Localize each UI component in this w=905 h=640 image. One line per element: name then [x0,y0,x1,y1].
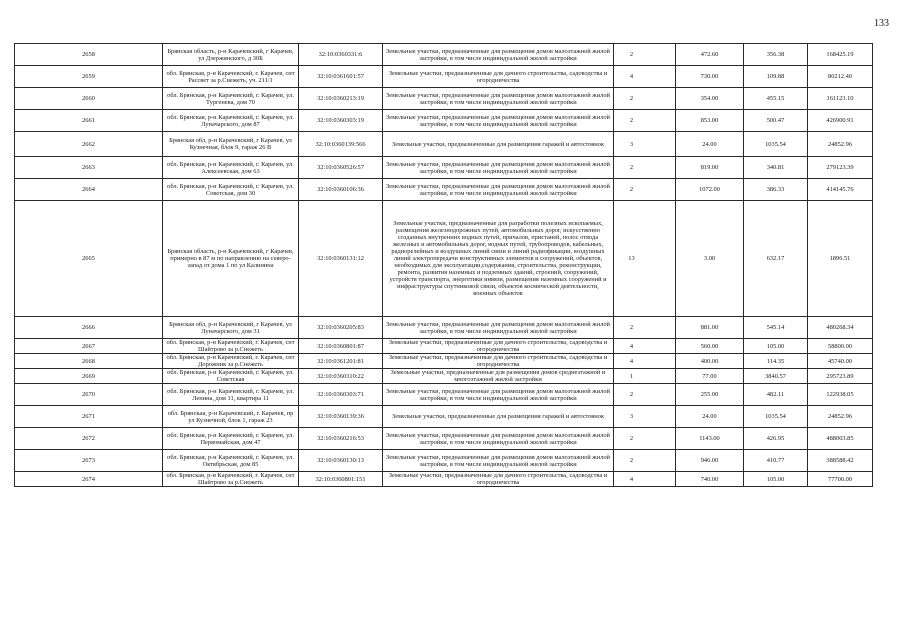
row-cadastral-value: 388588.42 [808,450,873,472]
row-area: 24.00 [676,406,744,428]
row-land-use: Земельные участки, предназначенные для размещения домов малоэтажной жилой застройки, в том числе индивидуальной жилой застройки [383,428,614,450]
row-area: 819.00 [676,157,744,179]
row-cadastral-number: 32:10:0361601:57 [299,66,383,88]
row-number: 2667 [15,339,163,354]
row-cadastral-number: 32:10:0360139:36 [299,406,383,428]
table-row [15,354,873,369]
row-specific-value: 356.38 [744,44,808,66]
row-cadastral-number: 32:10:0360130:13 [299,450,383,472]
row-land-use: Земельные участки, предназначенные для размещения домов малоэтажной жилой застройки, в том числе индивидуальной жилой застройки [383,384,614,406]
row-specific-value: 1035.54 [744,406,808,428]
row-category: 2 [614,44,676,66]
row-area: 881.00 [676,317,744,339]
row-address: Брянская область, р-н Карачевский, г Карачев, примерно в 87 м по направлению на северо-запад от дома 1 по ул Калинина [163,201,299,317]
row-specific-value: 1035.54 [744,132,808,157]
row-cadastral-value: 24852.96 [808,132,873,157]
row-address: обл. Брянская, р-н Карачевский, г. Карачев, ул. Тургенева, дом 70 [163,88,299,110]
row-number: 2659 [15,66,163,88]
row-area: 77.00 [676,369,744,384]
row-number: 2674 [15,472,163,487]
row-category: 1 [614,369,676,384]
table-row [15,66,873,88]
row-cadastral-value: 80212.40 [808,66,873,88]
row-cadastral-value: 1896.51 [808,201,873,317]
row-number: 2658 [15,44,163,66]
table-row [15,450,873,472]
row-category: 4 [614,354,676,369]
row-number: 2666 [15,317,163,339]
table-row [15,406,873,428]
row-land-use: Земельные участки, предназначенные для дачного строительства, садоводства и огородничества [383,472,614,487]
row-area: 400.00 [676,354,744,369]
table-row [15,157,873,179]
row-category: 2 [614,157,676,179]
row-cadastral-value: 414145.76 [808,179,873,201]
row-cadastral-number: 32:10:0360303:71 [299,384,383,406]
table-row [15,472,873,487]
row-number: 2669 [15,369,163,384]
row-address: обл. Брянская, р-н Карачевский, г. Карачев, ул. Советская, дом 30 [163,179,299,201]
row-cadastral-number: 32:10:0360216:53 [299,428,383,450]
row-area: 1072.00 [676,179,744,201]
table-row [15,88,873,110]
row-cadastral-number: 32:10:0360303:19 [299,110,383,132]
table-row [15,110,873,132]
row-land-use: Земельные участки, предназначенные для размещения гаражей и автостоянок [383,406,614,428]
row-specific-value: 426.95 [744,428,808,450]
row-cadastral-number: 32:10:0360801:151 [299,472,383,487]
row-specific-value: 105.00 [744,472,808,487]
row-address: обл. Брянская, р-н Карачевский, г. Карачев, ул. Октябрьская, дом 85 [163,450,299,472]
row-number: 2661 [15,110,163,132]
row-land-use: Земельные участки, предназначенные для размещения домов малоэтажной жилой застройки, в том числе индивидуальной жилой застройки [383,44,614,66]
row-number: 2664 [15,179,163,201]
row-cadastral-number: 32:10:0360106:36 [299,179,383,201]
row-cadastral-number: 32:10:0361201:81 [299,354,383,369]
row-address: Брянская обл, р-н Карачевский, г Карачев, ул Луначарского, дом 31 [163,317,299,339]
row-cadastral-value: 168425.19 [808,44,873,66]
row-area: 740.00 [676,472,744,487]
row-address: обл. Брянская, р-н Карачевский, г. Карачев, снт Шайтрово за р.Снежеть [163,472,299,487]
row-area: 730.00 [676,66,744,88]
row-specific-value: 410.77 [744,450,808,472]
row-number: 2660 [15,88,163,110]
table-row [15,317,873,339]
row-address: обл. Брянская, р-н Карачевский, г. Карачев, снт Дорожник за р.Снежеть [163,354,299,369]
row-address: обл. Брянская, р-н Карачевский, г. Карачев, ул. Первомайская, дом 47 [163,428,299,450]
row-land-use: Земельные участки, предназначенные для размещения домов среднеэтажной и многоэтажной жилой застройки [383,369,614,384]
row-area: 472.60 [676,44,744,66]
row-specific-value: 340.81 [744,157,808,179]
row-cadastral-value: 279123.39 [808,157,873,179]
row-cadastral-number: 32:10:0360526:57 [299,157,383,179]
row-land-use: Земельные участки, предназначенные для размещения домов малоэтажной жилой застройки, в том числе индивидуальной жилой застройки [383,88,614,110]
row-cadastral-number: 32:10:0360139:566 [299,132,383,157]
row-cadastral-number: 32:10:0360310:22 [299,369,383,384]
row-area: 354.00 [676,88,744,110]
table-row [15,428,873,450]
row-cadastral-value: 295723.89 [808,369,873,384]
row-number: 2672 [15,428,163,450]
row-cadastral-number: 32:10:0360331:6 [299,44,383,66]
row-category: 4 [614,472,676,487]
row-category: 2 [614,88,676,110]
table-row [15,44,873,66]
row-cadastral-number: 32:10:0360801:87 [299,339,383,354]
row-address: обл. Брянская, р-н Карачевский, г. Карачев, пр ул Кузнечной, блок 1, гараж 23 [163,406,299,428]
page-number: 133 [874,18,889,29]
row-area: 24.00 [676,132,744,157]
row-area: 853.00 [676,110,744,132]
row-land-use: Земельные участки, предназначенные для размещения домов малоэтажной жилой застройки, в том числе индивидуальной жилой застройки [383,110,614,132]
row-category: 2 [614,110,676,132]
table-row [15,132,873,157]
row-land-use: Земельные участки, предназначенные для размещения домов малоэтажной жилой застройки, в том числе индивидуальной жилой застройки [383,317,614,339]
row-cadastral-value: 24852.96 [808,406,873,428]
row-area: 255.00 [676,384,744,406]
row-address: Брянская область, р-н Карачевский, г Карачев, ул Дзержинского, д 30Б [163,44,299,66]
row-category: 2 [614,317,676,339]
row-specific-value: 500.47 [744,110,808,132]
row-specific-value: 3840.57 [744,369,808,384]
row-land-use: Земельные участки, предназначенные для размещения гаражей и автостоянок [383,132,614,157]
row-specific-value: 114.35 [744,354,808,369]
row-land-use: Земельные участки, предназначенные для дачного строительства, садоводства и огородничества [383,354,614,369]
row-number: 2671 [15,406,163,428]
row-number: 2673 [15,450,163,472]
row-specific-value: 386.33 [744,179,808,201]
row-specific-value: 109.88 [744,66,808,88]
row-specific-value: 482.11 [744,384,808,406]
row-cadastral-value: 426900.91 [808,110,873,132]
row-cadastral-value: 161123.10 [808,88,873,110]
row-land-use: Земельные участки, предназначенные для размещения домов малоэтажной жилой застройки, в том числе индивидуальной жилой застройки [383,157,614,179]
row-land-use: Земельные участки, предназначенные для дачного строительства, садоводства и огородничества [383,66,614,88]
row-number: 2668 [15,354,163,369]
row-category: 13 [614,201,676,317]
row-category: 2 [614,179,676,201]
row-area: 560.00 [676,339,744,354]
table-row [15,369,873,384]
row-specific-value: 105.00 [744,339,808,354]
row-land-use: Земельные участки, предназначенные для размещения домов малоэтажной жилой застройки, в том числе индивидуальной жилой застройки [383,450,614,472]
row-cadastral-value: 122938.05 [808,384,873,406]
row-address: обл. Брянская, р-н Карачевский, г. Карачев, ул. Луначарского, дом 87 [163,110,299,132]
row-cadastral-value: 480268.34 [808,317,873,339]
row-specific-value: 455.15 [744,88,808,110]
row-land-use: Земельные участки, предназначенные для размещения домов малоэтажной жилой застройки, в том числе индивидуальной жилой застройки [383,179,614,201]
row-area: 946.00 [676,450,744,472]
row-cadastral-value: 488003.85 [808,428,873,450]
row-number: 2665 [15,201,163,317]
row-address: обл. Брянская, р-н Карачевский, г. Карачев, снт Рассвет за р.Снежеть, уч. 211/1 [163,66,299,88]
row-address: Брянская обл, р-н Карачевский, г Карачев, ул Кузнечная, блок 9, гараж 26 В [163,132,299,157]
row-number: 2662 [15,132,163,157]
row-category: 3 [614,132,676,157]
row-land-use: Земельные участки, предназначенные для разработки полезных ископаемых, размещения железнодорожных путей, автомобильных дорог, искусственно созданных внутренних водных путей, причалов, пристаней, полос отвода железных и автомобильных дорог, водных путей, трубопроводов, кабельных, радиорелейных и воздушных линий связи и линий радиофикации, воздушных линий электропередачи конструктивных элементов и сооружений, объектов, необходимых для эксплуатации,содержания, строительства, реконструкции, ремонта, развития наземных и подземных зданий, строений, сооружений, устройств транспорта, энергетики инвязи, размещения наземных сооружений и инфраструктуры спутниковой связи, объектов космической деятельности, военных объектов [383,201,614,317]
row-cadastral-value: 45740.00 [808,354,873,369]
row-cadastral-number: 32:10:0360131:12 [299,201,383,317]
row-area: 3.00 [676,201,744,317]
row-cadastral-number: 32:10:0360205:83 [299,317,383,339]
row-address: обл. Брянская, р-н Карачевский, г. Карачев, ул. Алексеевская, дом 63 [163,157,299,179]
row-specific-value: 632.17 [744,201,808,317]
cadastral-value-table [14,43,873,487]
row-address: обл. Брянская, р-н Карачевский, г. Карачев, ул. Ленина, дом 11, квартира 11 [163,384,299,406]
row-category: 4 [614,339,676,354]
row-area: 1143.00 [676,428,744,450]
row-address: обл. Брянская, р-н Карачевский, г. Карачев, снт Шайтрово за р.Снежеть [163,339,299,354]
row-land-use: Земельные участки, предназначенные для дачного строительства, садоводства и огородничества [383,339,614,354]
row-number: 2670 [15,384,163,406]
row-cadastral-number: 32:10:0360213:19 [299,88,383,110]
row-category: 2 [614,428,676,450]
row-number: 2663 [15,157,163,179]
row-cadastral-value: 58800.00 [808,339,873,354]
row-category: 3 [614,406,676,428]
row-category: 4 [614,66,676,88]
table-row [15,201,873,317]
table-row [15,339,873,354]
row-category: 2 [614,384,676,406]
row-cadastral-value: 77700.00 [808,472,873,487]
table-row [15,384,873,406]
row-specific-value: 545.14 [744,317,808,339]
row-address: обл. Брянская, р-н Карачевский, г. Карачев, ул. Советская [163,369,299,384]
row-category: 2 [614,450,676,472]
table-row [15,179,873,201]
